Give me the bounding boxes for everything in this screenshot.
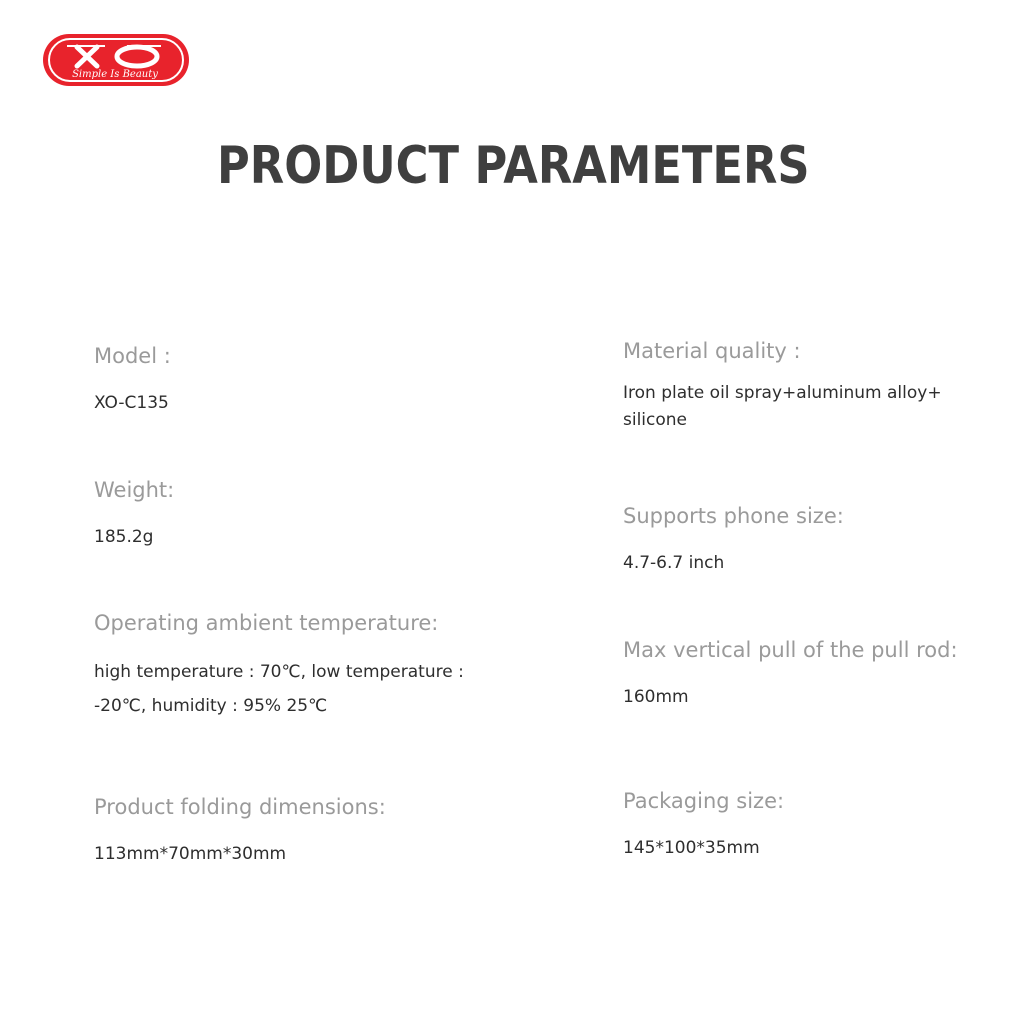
param-label: Model :: [94, 344, 171, 368]
param-value: 4.7-6.7 inch: [623, 553, 725, 573]
param-value: Iron plate oil spray+aluminum alloy+ silicone: [623, 383, 942, 430]
param-label: Weight:: [94, 478, 175, 502]
page-title: PRODUCT PARAMETERS: [217, 136, 810, 196]
param-phone-size: [623, 503, 1003, 577]
param-value: 185.2g: [94, 527, 154, 547]
param-label: Packaging size:: [623, 789, 785, 813]
param-value: 160mm: [623, 687, 689, 707]
param-weight: [94, 477, 514, 551]
brand-tagline: Simple Is Beauty: [72, 69, 158, 80]
param-temperature: [94, 610, 514, 723]
param-label: Product folding dimensions:: [94, 795, 386, 819]
param-model: [94, 343, 514, 417]
param-label: Max vertical pull of the pull rod:: [623, 638, 958, 662]
param-value: high temperature : 70℃, low temperature : -20℃, humidity : 95% 25℃: [94, 662, 464, 716]
param-label: Operating ambient temperature:: [94, 611, 439, 635]
param-value: XO-C135: [94, 393, 169, 413]
brand-logo-graphic: [41, 32, 191, 88]
param-label: Supports phone size:: [623, 504, 844, 528]
param-label: Material quality :: [623, 339, 801, 363]
brand-logo: [41, 32, 191, 88]
param-value: 113mm*70mm*30mm: [94, 844, 287, 864]
param-value: 145*100*35mm: [623, 838, 760, 858]
param-packaging-size: [623, 788, 1003, 862]
param-pull-rod: [623, 637, 1003, 711]
param-material: [623, 338, 1003, 434]
param-folding-dimensions: [94, 794, 514, 868]
